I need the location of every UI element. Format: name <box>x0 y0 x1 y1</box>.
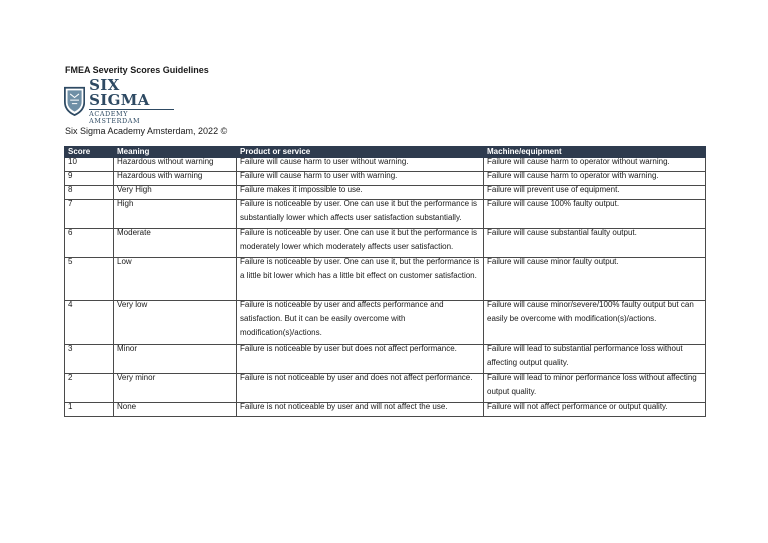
cell-meaning: Hazardous with warning <box>117 171 203 180</box>
cell-product: Failure makes it impossible to use. <box>240 185 363 194</box>
cell-machine: Failure will cause minor/severe/100% faulty output but can easily be overcome with modification(s)/actions. <box>487 300 694 323</box>
column-header-machine: Machine/equipment <box>484 147 706 158</box>
cell-product: Failure will cause harm to user without warning. <box>240 157 409 166</box>
cell-machine: Failure will cause harm to operator with warning. <box>487 171 659 180</box>
cell-product: Failure is not noticeable by user and does not affect performance. <box>240 373 473 382</box>
cell-meaning: Minor <box>117 344 138 353</box>
table-row <box>65 403 706 417</box>
cell-score: 4 <box>68 300 73 309</box>
table-row <box>65 301 706 345</box>
table-row <box>65 200 706 229</box>
column-header-meaning: Meaning <box>114 147 237 158</box>
cell-meaning: Very High <box>117 185 152 194</box>
cell-score: 3 <box>68 344 73 353</box>
column-header-score: Score <box>65 147 114 158</box>
cell-score: 2 <box>68 373 73 382</box>
copyright-text: Six Sigma Academy Amsterdam, 2022 © <box>65 126 228 136</box>
cell-product: Failure is noticeable by user and affects performance and satisfaction. But it can be easily overcome with modification(s)/actions. <box>240 300 444 337</box>
six-sigma-logo <box>64 76 174 125</box>
cell-score: 8 <box>68 185 73 194</box>
cell-score: 7 <box>68 199 73 208</box>
cell-product: Failure is noticeable by user. One can use it, but the performance is a little bit lower which has a little bit effect on customer satisfaction. <box>240 257 480 280</box>
cell-machine: Failure will not affect performance or output quality. <box>487 402 668 411</box>
cell-machine: Failure will lead to substantial performance loss without affecting output quality. <box>487 344 683 367</box>
cell-product: Failure will cause harm to user with warning. <box>240 171 398 180</box>
table-row <box>65 374 706 403</box>
cell-score: 9 <box>68 171 73 180</box>
cell-meaning: Hazardous without warning <box>117 157 214 166</box>
page-title: FMEA Severity Scores Guidelines <box>65 65 209 75</box>
cell-score: 1 <box>68 402 73 411</box>
cell-score: 6 <box>68 228 73 237</box>
cell-machine: Failure will prevent use of equipment. <box>487 185 620 194</box>
column-header-product: Product or service <box>237 147 484 158</box>
cell-product: Failure is noticeable by user but does not affect performance. <box>240 344 457 353</box>
cell-machine: Failure will cause harm to operator without warning. <box>487 157 670 166</box>
cell-meaning: Very minor <box>117 373 156 382</box>
table-row <box>65 258 706 301</box>
cell-machine: Failure will cause substantial faulty output. <box>487 228 637 237</box>
cell-product: Failure is not noticeable by user and will not affect the use. <box>240 402 448 411</box>
cell-machine: Failure will cause 100% faulty output. <box>487 199 620 208</box>
cell-meaning: None <box>117 402 137 411</box>
table-row <box>65 229 706 258</box>
shield-logo-icon <box>64 84 85 118</box>
cell-score: 5 <box>68 257 73 266</box>
cell-score: 10 <box>68 157 77 166</box>
cell-meaning: High <box>117 199 134 208</box>
logo-sub-text: ACADEMY AMSTERDAM <box>89 109 174 124</box>
cell-product: Failure is noticeable by user. One can use it but the performance is substantially lower which affects user satisfaction substantially. <box>240 199 478 222</box>
cell-meaning: Low <box>117 257 132 266</box>
cell-machine: Failure will lead to minor performance loss without affecting output quality. <box>487 373 697 396</box>
table-row <box>65 345 706 374</box>
cell-meaning: Moderate <box>117 228 151 237</box>
cell-meaning: Very low <box>117 300 148 309</box>
logo-main-text: SIX SIGMA <box>89 76 150 110</box>
cell-product: Failure is noticeable by user. One can use it but the performance is moderately lower which moderately affects user satisfaction. <box>240 228 478 251</box>
severity-table <box>64 146 706 417</box>
cell-machine: Failure will cause minor faulty output. <box>487 257 619 266</box>
